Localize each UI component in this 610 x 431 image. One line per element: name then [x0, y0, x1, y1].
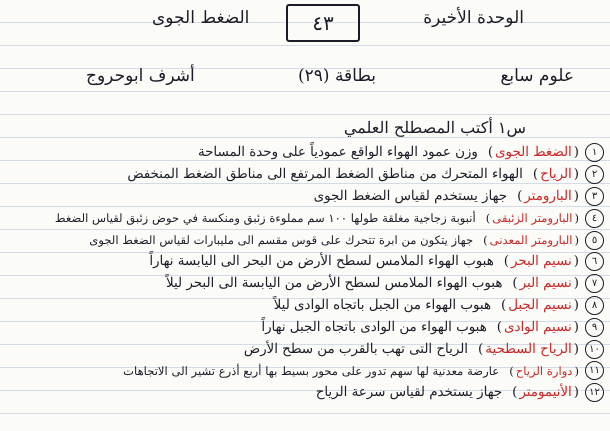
item-number: ١١	[585, 361, 604, 380]
item-number: ١٢	[585, 383, 604, 402]
unit-title: الوحدة الأخيرة	[423, 8, 524, 28]
item-number: ١٠	[585, 340, 604, 359]
item-number: ٩	[585, 318, 604, 337]
term-row: ١١ ( دوارة الرياح ) عارضة معدنية لها سهم تدور على محور بسيط بها أربع أذرع تشير الى الاتجاهات	[0, 360, 610, 382]
term-answer: دوارة الرياح	[515, 363, 573, 378]
term-answer: الضغط الجوى	[495, 145, 572, 161]
item-number: ٨	[585, 296, 604, 315]
term-answer: الأنيمومتر	[519, 385, 572, 401]
term-definition: جهاز يستخدم لقياس سرعة الرياح	[315, 385, 503, 401]
term-answer: البارومتر المعدنى	[489, 233, 573, 248]
term-row: ١ ( الضغط الجوى ) وزن عمود الهواء الواقع عمودياً على وحدة المساحة	[0, 142, 610, 164]
term-definition: الهواء المتحرك من مناطق الضغط المرتفع الى مناطق الضغط المنخفض	[127, 167, 523, 183]
term-row: ٦ ( نسيم البحر ) هبوب الهواء الملامس لسطح الأرض من البحر الى اليابسة نهاراً	[0, 251, 610, 273]
subject-label: علوم سابع	[500, 66, 574, 86]
term-list	[0, 142, 610, 404]
item-number: ٢	[585, 165, 604, 184]
term-definition: الرياح التى تهب بالقرب من سطح الأرض	[243, 341, 469, 357]
term-definition: جهاز يستخدم لقياس الضغط الجوى	[313, 188, 508, 204]
term-answer: نسيم الجبل	[508, 297, 572, 313]
term-answer: نسيم الوادى	[504, 319, 572, 335]
item-number: ١	[585, 143, 604, 162]
term-row: ٣ ( البارومتر ) جهاز يستخدم لقياس الضغط الجوى	[0, 186, 610, 208]
term-row: ٥ ( البارومتر المعدنى ) جهاز يتكون من ابرة تتحرك على قوس مقسم الى مليبارات لقياس الضغط الجوى	[0, 229, 610, 251]
teacher-name: أشرف ابوحروج	[86, 66, 195, 86]
item-number: ٤	[585, 209, 604, 228]
term-answer: نسيم البحر	[511, 254, 572, 270]
term-row: ٤ ( البارومتر الزئبقى ) أنبوبة زجاجية مغلقة طولها ١٠٠ سم مملوءة زئبق ومنكسة في حوض زئبق لقياس الضغط	[0, 207, 610, 229]
term-row: ١٠ ( الرياح السطحية ) الرياح التى تهب بالقرب من سطح الأرض	[0, 338, 610, 360]
item-number: ٥	[585, 231, 604, 250]
term-definition: وزن عمود الهواء الواقع عمودياً على وحدة المساحة	[197, 145, 478, 161]
lesson-number-box: ٤٣	[286, 4, 360, 42]
term-answer: البارومتر الزئبقى	[492, 211, 573, 226]
term-definition: هبوب الهواء الملامس لسطح الأرض من البحر الى اليابسة نهاراً	[149, 254, 494, 270]
term-row: ١٢ ( الأنيمومتر ) جهاز يستخدم لقياس سرعة الرياح	[0, 382, 610, 404]
term-row: ٩ ( نسيم الوادى ) هبوب الهواء من الوادى باتجاه الجبل نهاراً	[0, 316, 610, 338]
term-answer: الرياح السطحية	[485, 341, 572, 357]
term-answer: نسيم البر	[519, 276, 572, 292]
term-definition: أنبوبة زجاجية مغلقة طولها ١٠٠ سم مملوءة زئبق ومنكسة في حوض زئبق لقياس الضغط	[54, 211, 476, 226]
item-number: ٧	[585, 274, 604, 293]
term-row: ٢ ( الرياح ) الهواء المتحرك من مناطق الضغط المرتفع الى مناطق الضغط المنخفض	[0, 164, 610, 186]
card-label: بطاقة (٢٩)	[298, 66, 377, 86]
term-definition: هبوب الهواء من الوادى باتجاه الجبل نهاراً	[261, 319, 487, 335]
term-row: ٨ ( نسيم الجبل ) هبوب الهواء من الجبل باتجاه الوادى ليلاً	[0, 295, 610, 317]
lesson-title: الضغط الجوى	[152, 8, 250, 28]
term-answer: البارومتر	[524, 188, 572, 204]
term-definition: عارضة معدنية لها سهم تدور على محور بسيط بها أربع أذرع تشير الى الاتجاهات	[123, 363, 500, 378]
term-definition: هبوب الهواء من الجبل باتجاه الوادى ليلاً	[273, 297, 492, 313]
term-definition: هبوب الهواء الملامس لسطح الأرض من اليابسة الى البحر ليلاً	[166, 276, 503, 292]
term-row: ٧ ( نسيم البر ) هبوب الهواء الملامس لسطح الأرض من اليابسة الى البحر ليلاً	[0, 273, 610, 295]
question-instruction: س١ أكتب المصطلح العلمي	[343, 118, 526, 137]
item-number: ٦	[585, 252, 604, 271]
term-answer: الرياح	[540, 167, 572, 183]
item-number: ٣	[585, 187, 604, 206]
term-definition: جهاز يتكون من ابرة تتحرك على قوس مقسم الى مليبارات لقياس الضغط الجوى	[89, 233, 474, 248]
